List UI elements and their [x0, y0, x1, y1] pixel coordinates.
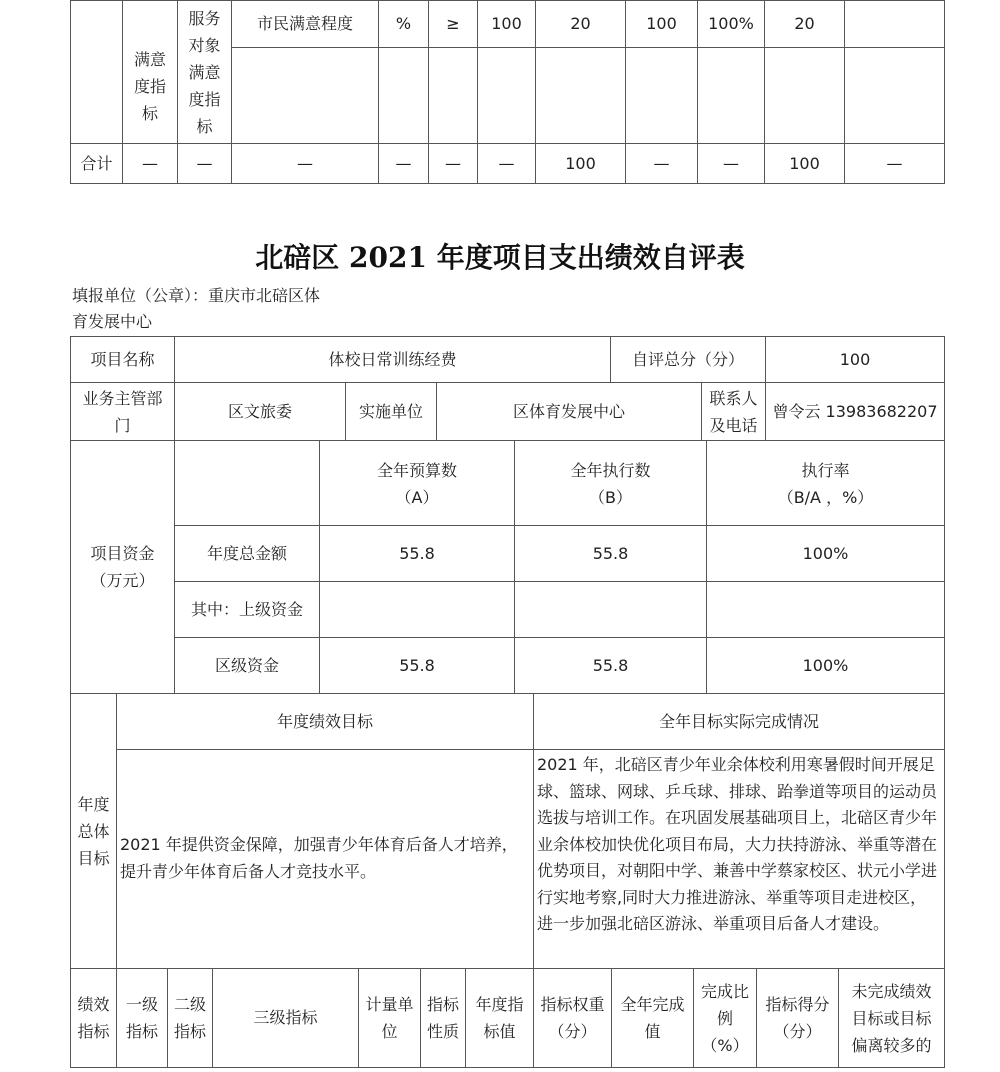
total-dash: — [844, 143, 945, 184]
total-dash: — [625, 143, 698, 184]
target-value: 100 [477, 0, 536, 48]
perf-col-level3: 三级指标 [212, 968, 359, 1068]
indicator-citizen-satisfaction: 市民满意程度 [231, 0, 379, 48]
actual-result-header: 全年目标实际完成情况 [533, 693, 945, 750]
note-value [844, 0, 945, 48]
perf-col-indicator: 绩效 指标 [70, 968, 117, 1068]
funds-district-budget: 55.8 [319, 637, 515, 694]
perf-col-level1: 一级 指标 [116, 968, 168, 1068]
blank-row-cell [535, 47, 626, 144]
funds-total-budget: 55.8 [319, 525, 515, 582]
score-value: 20 [764, 0, 845, 48]
blank-row-cell [844, 47, 945, 144]
perf-col-nature: 指标 性质 [420, 968, 466, 1068]
contact-value: 曾令云 13983682207 [765, 382, 945, 441]
blank-row-cell [428, 47, 478, 144]
actual-result-text: 2021 年，北碚区青少年业余体校利用寒暑假时间开展足球、篮球、网球、乒乓球、排球、跆拳道等项目的运动员选拔与培训工作。在巩固发展基础项目上，北碚区青少年业余体校加快优化项目布局，大力扶持游泳、举重等潜在优势项目，对朝阳中学、兼善中学蔡家校区、状元小学进行实地考察,同时大力推进游泳、举重等项目走进校区，进一步加强北碚区游泳、举重项目后备人才建设。 [537, 755, 938, 933]
impl-unit-value: 区体育发展中心 [436, 382, 702, 441]
perf-col-rate: 完成比 例 （%） [693, 968, 757, 1068]
reporting-unit-line2: 育发展中心 [72, 312, 153, 331]
perf-col-actual: 全年完成 值 [611, 968, 694, 1068]
nature-gte: ≥ [428, 0, 478, 48]
unit-percent: % [378, 0, 429, 48]
perf-col-unit: 计量单 位 [358, 968, 421, 1068]
self-score-label: 自评总分（分） [610, 336, 766, 383]
funds-total-label: 年度总金额 [174, 525, 320, 582]
weight-value: 20 [535, 0, 626, 48]
actual-value: 100 [625, 0, 698, 48]
annual-goal-header: 年度绩效目标 [116, 693, 534, 750]
funds-district-exec: 55.8 [514, 637, 707, 694]
total-dash: — [477, 143, 536, 184]
funds-header-blank [174, 440, 320, 526]
annual-goal-label: 年度 总体 目标 [70, 693, 117, 969]
total-label: 合计 [70, 143, 123, 184]
funds-header-budget: 全年预算数 （A） [319, 440, 515, 526]
funds-total-rate: 100% [706, 525, 945, 582]
supervising-dept-value: 区文旅委 [174, 382, 346, 441]
total-weight: 100 [535, 143, 626, 184]
funds-header-rate: 执行率 （B/A ，%） [706, 440, 945, 526]
total-dash: — [697, 143, 765, 184]
document-title: 北碚区 2021 年度项目支出绩效自评表 [255, 241, 745, 274]
perf-col-reason: 未完成绩效 目标或目标 偏离较多的 [838, 968, 945, 1068]
perf-col-target: 年度指 标值 [465, 968, 534, 1068]
funds-upper-exec [514, 581, 707, 638]
rate-value: 100% [697, 0, 765, 48]
funds-upper-rate [706, 581, 945, 638]
satisfaction-indicator-label: 满意 度指 标 [122, 0, 178, 144]
blank-row-cell [477, 47, 536, 144]
perf-col-score: 指标得分 （分） [756, 968, 839, 1068]
blank-row-cell [231, 47, 379, 144]
project-name-label: 项目名称 [70, 336, 175, 383]
perf-col-level2: 二级 指标 [167, 968, 213, 1068]
blank-row-cell [764, 47, 845, 144]
impl-unit-label: 实施单位 [345, 382, 437, 441]
perf-col-weight: 指标权重 （分） [533, 968, 612, 1068]
funds-total-exec: 55.8 [514, 525, 707, 582]
total-dash: — [122, 143, 178, 184]
funds-upper-budget [319, 581, 515, 638]
total-dash: — [177, 143, 232, 184]
service-satisfaction-label: 服务 对象 满意 度指 标 [177, 0, 232, 144]
blank-row-cell [625, 47, 698, 144]
total-dash: — [428, 143, 478, 184]
contact-label: 联系人 及电话 [701, 382, 766, 441]
total-score: 100 [764, 143, 845, 184]
funds-upper-label: 其中：上级资金 [174, 581, 320, 638]
reporting-unit-line1: 填报单位（公章）：重庆市北碚区体 [72, 286, 321, 305]
annual-goal-text: 2021 年提供资金保障，加强青少年体育后备人才培养，提升青少年体育后备人才竞技水平。 [120, 835, 518, 881]
funds-district-label: 区级资金 [174, 637, 320, 694]
total-dash: — [231, 143, 379, 184]
cell-blank-1 [70, 0, 123, 144]
funds-district-rate: 100% [706, 637, 945, 694]
total-dash: — [378, 143, 429, 184]
supervising-dept-label: 业务主管部 门 [70, 382, 175, 441]
funds-header-exec: 全年执行数 （B） [514, 440, 707, 526]
funds-label: 项目资金 （万元） [70, 440, 175, 694]
project-name-value: 体校日常训练经费 [174, 336, 611, 383]
blank-row-cell [378, 47, 429, 144]
blank-row-cell [697, 47, 765, 144]
self-score-value: 100 [765, 336, 945, 383]
